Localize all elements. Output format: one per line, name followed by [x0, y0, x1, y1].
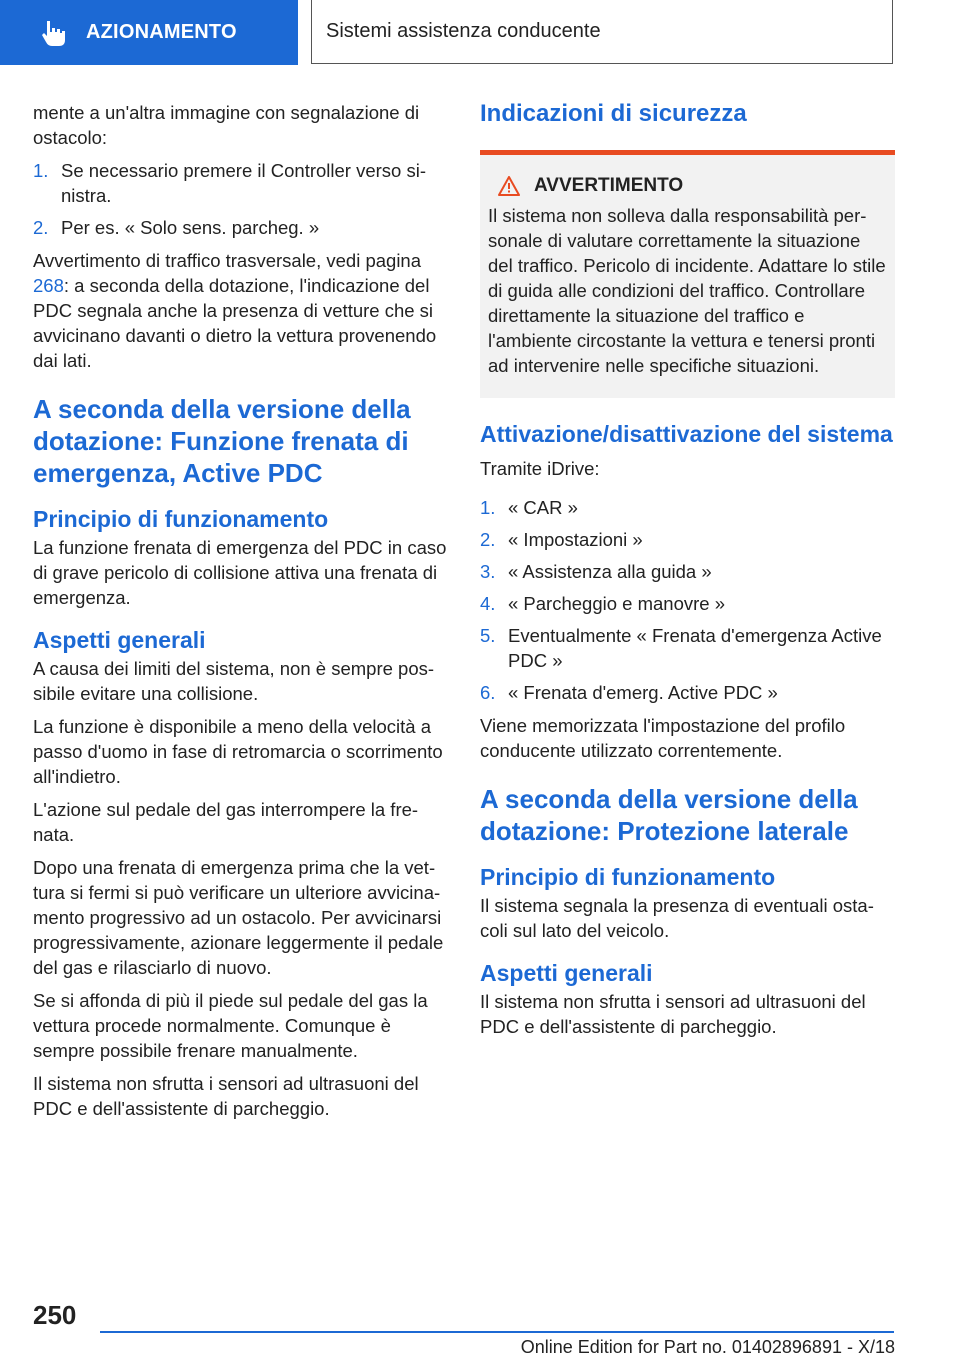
warning-triangle-icon: [498, 176, 520, 196]
step-number: 2.: [33, 217, 49, 238]
paragraph: L'azione sul pedale del gas interrompere la frenata.: [33, 799, 419, 845]
step-text: « CAR »: [508, 497, 578, 518]
step-number: 1.: [480, 497, 496, 518]
section-tab[interactable]: [311, 0, 893, 64]
step-number: 3.: [480, 561, 496, 582]
warning-header: [488, 175, 887, 197]
section-label: Sistemi assistenza conducente: [326, 20, 601, 42]
general-text: Il sistema non sfrutta i sensori ad ultrasuoni del PDC e dell'assistente di parcheggio.: [480, 991, 866, 1037]
warning-title: AVVERTIMENTO: [534, 175, 684, 196]
page-number: 250: [33, 1300, 77, 1330]
heading-activation: Attivazione/disattivazione del sistema: [480, 421, 893, 447]
list-item: [480, 591, 895, 616]
footer-edition: Online Edition for Part no. 01402896891 - X/18: [520, 1337, 895, 1357]
step-text: Eventualmente « Frenata d'emergenza Active PDC »: [508, 625, 882, 671]
right-steps: [480, 495, 895, 705]
paragraph: La funzione è disponibile a meno della velocità a passo d'uomo in fase di retromarcia o scorrimento all'indietro.: [33, 716, 443, 787]
cross-traffic-post: : a seconda della dotazione, l'indicazione del PDC segnala anche la presenza di vetture che si avvicinano davanti o dietro la vettura provenendo dai lati.: [33, 275, 437, 371]
heading-side-protection: A seconda della versione della dotazione: Protezione laterale: [480, 784, 858, 846]
heading-general: Aspetti generali: [33, 627, 206, 653]
step-text: Per es. « Solo sens. parcheg. »: [61, 217, 320, 238]
list-item: [480, 559, 895, 584]
memo-text: Viene memorizzata l'impostazione del profilo conducente utilizzato correntemente.: [480, 715, 846, 761]
principle-text: La funzione frenata di emergenza del PDC in caso di grave pericolo di collisione attiva una frenata di emergenza.: [33, 537, 447, 608]
step-text: « Impostazioni »: [508, 529, 643, 550]
step-text: « Assistenza alla guida »: [508, 561, 712, 582]
chapter-label: AZIONAMENTO: [86, 21, 237, 43]
step-number: 4.: [480, 593, 496, 614]
principle-text: Il sistema segnala la presenza di eventuali ostacoli sul lato del veicolo.: [480, 895, 874, 941]
footer-divider: [100, 1331, 894, 1333]
step-text: Se necessario premere il Controller verso sinistra.: [61, 160, 427, 206]
step-number: 2.: [480, 529, 496, 550]
step-text: « Parcheggio e manovre »: [508, 593, 725, 614]
list-item: [33, 215, 448, 240]
step-number: 5.: [480, 625, 496, 646]
heading-principle: Principio di funzionamento: [480, 864, 776, 890]
page-link[interactable]: 268: [33, 275, 64, 296]
warning-text: Il sistema non solleva dalla responsabilità personale di valutare correttamente la situazione del traffico. Pericolo di incidente. Adattare lo stile di guida alle condizioni del traffico. Controllare direttamente la situazione del traffico e l'ambiente circostante la vettura e tenersi pronti ad intervenire nelle specifiche situazioni.: [488, 205, 886, 376]
idrive-text: Tramite iDrive:: [480, 458, 600, 479]
list-item: [33, 158, 448, 208]
step-text: « Frenata d'emerg. Active PDC »: [508, 682, 778, 703]
cross-traffic-pre: Avvertimento di traffico trasversale, vedi pagina: [33, 250, 422, 271]
list-item: [480, 680, 895, 705]
list-item: [480, 623, 895, 673]
paragraph: Dopo una frenata di emergenza prima che la vettura si fermi si può verificare un ulteriore avvicinamento progressivo ad un ostacolo. Per avvicinarsi progressivamente, azionare leggermente il pedale del gas e rilasciarlo di nuovo.: [33, 857, 444, 978]
cross-traffic-text: [33, 248, 448, 373]
chapter-tab[interactable]: [0, 0, 298, 65]
list-item: [480, 495, 895, 520]
hand-pointer-icon: [38, 18, 68, 48]
heading-general: Aspetti generali: [480, 960, 653, 986]
paragraph: Il sistema non sfrutta i sensori ad ultrasuoni del PDC e dell'assistente di parcheggio.: [33, 1073, 419, 1119]
left-column: [33, 100, 448, 1129]
right-column: [480, 98, 895, 1047]
step-number: 6.: [480, 682, 496, 703]
step-number: 1.: [33, 160, 49, 181]
left-steps: [33, 158, 448, 240]
heading-principle: Principio di funzionamento: [33, 506, 329, 532]
paragraph: A causa dei limiti del sistema, non è sempre possibile evitare una collisione.: [33, 658, 435, 704]
heading-safety: Indicazioni di sicurezza: [480, 100, 747, 127]
warning-box: [480, 150, 895, 398]
paragraph: Se si affonda di più il piede sul pedale del gas la vettura procede normalmente. Comunque è sempre possibile frenare manualmente.: [33, 990, 428, 1061]
heading-emergency-braking: A seconda della versione della dotazione: Funzione frenata di emergenza, Active PDC: [33, 394, 411, 488]
list-item: [480, 527, 895, 552]
intro-text: mente a un'altra immagine con segnalazione di ostacolo:: [33, 102, 420, 148]
